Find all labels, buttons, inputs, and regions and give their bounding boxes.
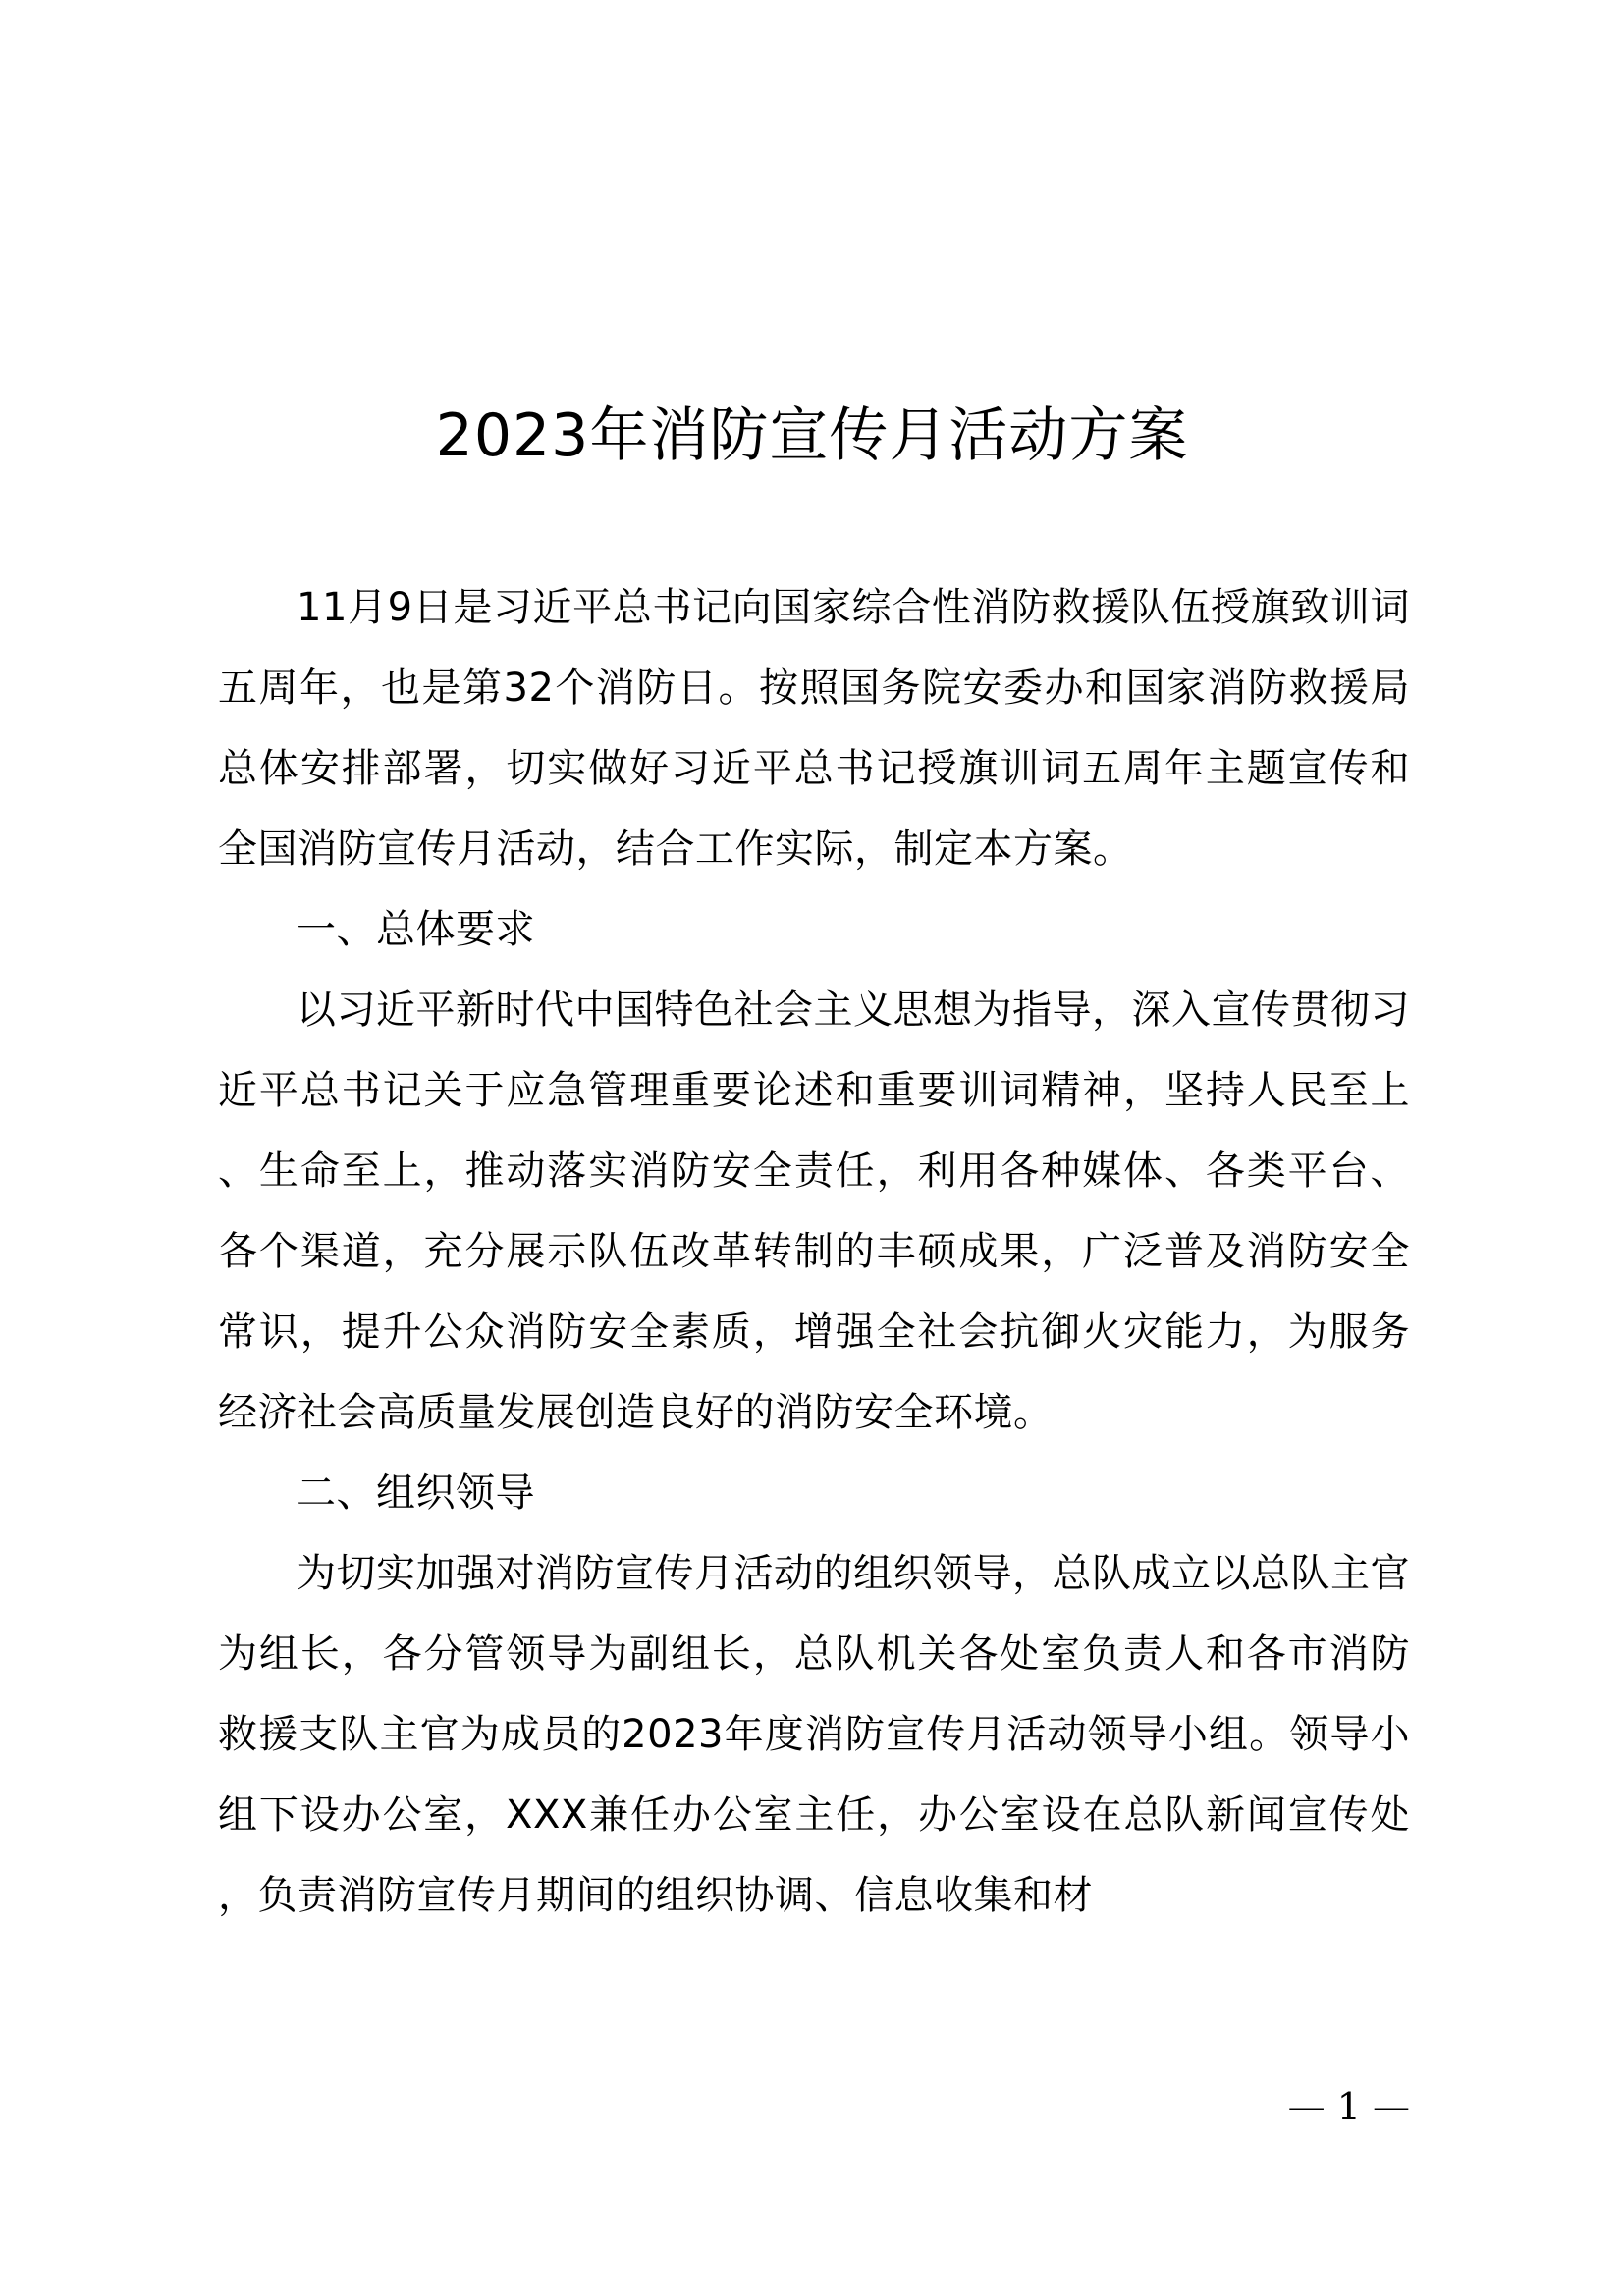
document-body <box>218 567 1410 1936</box>
page-number: — 1 — <box>1287 2085 1410 2128</box>
section-heading-organization-leadership: 二、组织领导 <box>297 1470 535 1516</box>
intro-paragraph: 11月9日是习近平总书记向国家综合性消防救援队伍授旗致训词五周年，也是第32个消防日。按照国务院安委办和国家消防救援局总体安排部署，切实做好习近平总书记授旗训词五周年主题宣传和全国消防宣传月活动，结合工作实际，制定本方案。 <box>218 585 1410 872</box>
general-requirements-paragraph: 以习近平新时代中国特色社会主义思想为指导，深入宣传贯彻习近平总书记关于应急管理重要论述和重要训词精神，坚持人民至上、生命至上，推动落实消防安全责任，利用各种媒体、各类平台、各个渠道，充分展示队伍改革转制的丰硕成果，广泛普及消防安全常识，提升公众消防安全素质，增强全社会抗御火灾能力，为服务经济社会高质量发展创造良好的消防安全环境。 <box>218 988 1410 1435</box>
section-heading-general-requirements: 一、总体要求 <box>297 907 535 952</box>
document-title: 2023年消防宣传月活动方案 <box>435 401 1189 470</box>
organization-leadership-paragraph: 为切实加强对消防宣传月活动的组织领导，总队成立以总队主官为组长，各分管领导为副组长，总队机关各处室负责人和各市消防救援支队主官为成员的2023年度消防宣传月活动领导小组。领导小组下设办公室，XXX兼任办公室主任，办公室设在总队新闻宣传处，负责消防宣传月期间的组织协调、信息收集和材 <box>218 1551 1410 1918</box>
